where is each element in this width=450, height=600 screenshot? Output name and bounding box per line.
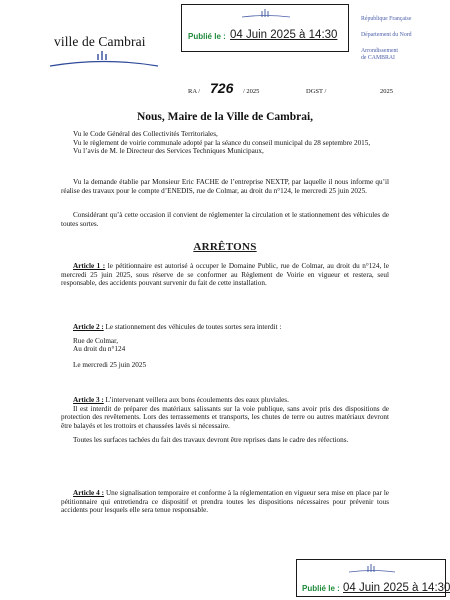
document-title: Nous, Maire de la Ville de Cambrai, (136, 111, 314, 123)
article-4 (61, 489, 389, 515)
article-1-text: le pétitionnaire est autorisé à occuper le Domaine Public, rue de Colmar, au droit du n°124, le mercredi 25 juin 2025, sous réserve de se conformer au Règlement de Voirie en vigueur et restera, seul responsable, des accidents pouvant survenir du fait de cette installation. (61, 262, 389, 288)
city-emblem-icon (297, 563, 447, 573)
article-2-text: Le stationnement des véhicules de toutes sortes sera interdit : (103, 323, 282, 331)
article-3-paragraph-3: Toutes les surfaces tachées du fait des travaux devront être reprises dans le cadre des réfections. (73, 436, 349, 445)
article-4-text: Une signalisation temporaire et conforme à la réglementation en vigueur sera mise en place par le pétitionnaire qui entretiendra ce dispositif et prendra toutes les dispositions nécessaires pour prévenir tous accidents pour lesquels elle sera tenue responsable. (61, 489, 389, 515)
stamp-label: Publié le : (302, 584, 340, 593)
header-arrondissement: Arrondissement (361, 48, 399, 54)
logo-emblem-icon (48, 48, 160, 68)
article-1-label: Article 1 : (73, 262, 106, 270)
visas-block (61, 130, 389, 156)
city-logo (48, 34, 160, 70)
article-3-text: L’intervenant veillera aux bons écoulements des eaux pluviales. (103, 396, 289, 404)
visa-line: Vu l’avis de M. le Directeur des Services Techniques Municipaux, (73, 147, 264, 156)
city-emblem-icon (182, 8, 350, 18)
article-2-date: Le mercredi 25 juin 2025 (73, 360, 147, 369)
visa-line: Vu le règlement de voirie communale adopté par la séance du conseil municipal du 28 septembre 2015, (73, 138, 371, 147)
stamp-label: Publié le : (188, 32, 226, 41)
ra-number: 726 (210, 80, 234, 96)
ra-year: / 2025 (243, 88, 260, 95)
article-3 (61, 396, 389, 445)
dgst-label: DGST / (306, 88, 327, 95)
section-heading: ARRÊTONS (193, 241, 257, 253)
article-4-label: Article 4 : (73, 489, 105, 497)
header-right (361, 16, 447, 62)
considering-paragraph: Considérant qu’à cette occasion il convient de réglementer la circulation et le stationnement des véhicules de toutes sortes. (61, 211, 389, 228)
article-2-position: Au droit du n°124 (73, 345, 126, 354)
dgst-year: 2025 (380, 88, 393, 95)
article-1 (61, 262, 389, 288)
ra-prefix: RA / (188, 88, 201, 95)
article-3-label: Article 3 : (73, 396, 104, 404)
publication-stamp-top (181, 4, 349, 52)
article-2 (61, 323, 389, 369)
publication-stamp-bottom (296, 559, 450, 597)
header-republic: République Française (361, 16, 412, 22)
article-2-street: Rue de Colmar, (73, 336, 119, 345)
stamp-date: 04 Juin 2025 à 14:30 (343, 582, 450, 594)
request-block (61, 178, 389, 195)
stamp-date: 04 Juin 2025 à 14:30 (230, 29, 338, 41)
request-paragraph: Vu la demande établie par Monsieur Eric FACHE de l’entreprise NEXTP, par laquelle il nous informe qu’il réalise des travaux pour le compte d’ENEDIS, rue de Colmar, au droit du n°124, le mercredi 25 juin 2025. (61, 178, 389, 195)
article-2-label: Article 2 : (73, 323, 104, 331)
logo-name: ville de Cambrai (54, 34, 146, 49)
visa-line: Vu le Code Général des Collectivités Territoriales, (73, 130, 218, 138)
article-3-paragraph-2: Il est interdit de préparer des matériaux salissants sur la voie publique, sans avoir pris des dispositions de protection des revêtements. Lors des terrassements et transports, les chutes de terre ou autres matériaux devront être balayés et les trottoirs et chaussées lavés si nécessaire. (61, 404, 389, 430)
header-cambrai: de CAMBRAI (361, 55, 395, 61)
considering-block (61, 211, 389, 228)
header-department: Département du Nord (361, 32, 412, 38)
